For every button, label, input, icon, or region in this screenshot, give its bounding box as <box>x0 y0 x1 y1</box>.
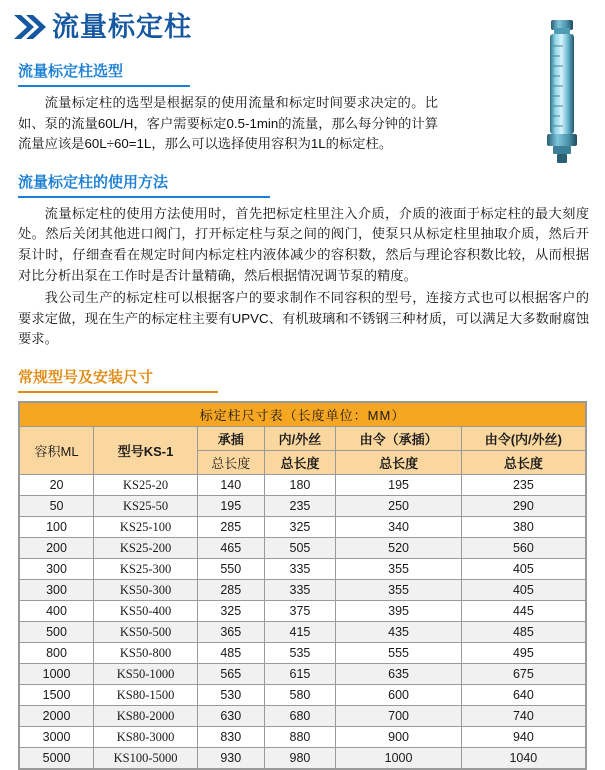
cell-union-thread: 485 <box>461 622 585 643</box>
cell-union-socket: 195 <box>336 475 461 496</box>
cell-thread: 880 <box>264 727 336 748</box>
cell-model: KS80-3000 <box>94 727 198 748</box>
cell-model: KS25-100 <box>94 517 198 538</box>
cell-socket: 550 <box>198 559 264 580</box>
table-row <box>20 643 586 664</box>
table-row <box>20 727 586 748</box>
cell-socket: 365 <box>198 622 264 643</box>
table-row <box>20 664 586 685</box>
cell-model: KS80-2000 <box>94 706 198 727</box>
spec-table <box>19 402 586 769</box>
cell-union-thread: 405 <box>461 580 585 601</box>
table-row <box>20 622 586 643</box>
product-image <box>533 18 591 166</box>
table-row <box>20 580 586 601</box>
cell-thread: 680 <box>264 706 336 727</box>
cell-union-socket: 600 <box>336 685 461 706</box>
cell-socket: 485 <box>198 643 264 664</box>
cell-volume: 50 <box>20 496 94 517</box>
cell-model: KS50-800 <box>94 643 198 664</box>
cell-union-thread: 940 <box>461 727 585 748</box>
table-group-header-row <box>20 427 586 451</box>
cell-model: KS50-300 <box>94 580 198 601</box>
spec-table-wrapper <box>18 401 587 770</box>
cell-volume: 2000 <box>20 706 94 727</box>
cell-socket: 325 <box>198 601 264 622</box>
section-title-specs: 常规型号及安装尺寸 <box>18 369 154 387</box>
table-caption: 标定柱尺寸表（长度单位：MM） <box>20 403 586 427</box>
cell-model: KS25-50 <box>94 496 198 517</box>
cell-thread: 580 <box>264 685 336 706</box>
table-row <box>20 538 586 559</box>
cell-volume: 400 <box>20 601 94 622</box>
cell-union-thread: 445 <box>461 601 585 622</box>
cell-volume: 300 <box>20 559 94 580</box>
table-row <box>20 601 586 622</box>
double-chevron-right-icon <box>12 12 46 42</box>
section-rule-usage <box>18 196 270 198</box>
cell-model: KS25-20 <box>94 475 198 496</box>
cell-union-socket: 355 <box>336 559 461 580</box>
cell-model: KS25-200 <box>94 538 198 559</box>
cell-volume: 800 <box>20 643 94 664</box>
sub-header-total-length: 总长度 <box>336 451 461 475</box>
sub-header-total-length: 总长度 <box>461 451 585 475</box>
col-header-thread: 内/外丝 <box>264 427 336 451</box>
cell-volume: 200 <box>20 538 94 559</box>
paragraph: 我公司生产的标定柱可以根据客户的要求制作不同容积的型号，连接方式也可以根据客户的要求定做，现在生产的标定柱主要有UPVC、有机玻璃和不锈钢三种材质，可以满足大多数耐腐蚀要求。 <box>18 290 589 347</box>
cell-thread: 325 <box>264 517 336 538</box>
cell-model: KS50-500 <box>94 622 198 643</box>
cell-union-thread: 675 <box>461 664 585 685</box>
cell-socket: 530 <box>198 685 264 706</box>
cell-volume: 500 <box>20 622 94 643</box>
cell-thread: 335 <box>264 559 336 580</box>
cell-union-socket: 395 <box>336 601 461 622</box>
cell-thread: 335 <box>264 580 336 601</box>
cell-union-thread: 640 <box>461 685 585 706</box>
cell-thread: 505 <box>264 538 336 559</box>
section-title-usage: 流量标定柱的使用方法 <box>18 173 169 191</box>
cell-socket: 140 <box>198 475 264 496</box>
section-body-selection <box>12 93 442 155</box>
section-rule-specs <box>18 391 218 393</box>
cell-model: KS50-1000 <box>94 664 198 685</box>
col-header-union-socket: 由令（承插） <box>336 427 461 451</box>
cell-volume: 300 <box>20 580 94 601</box>
cell-model: KS100-5000 <box>94 748 198 769</box>
sub-header-total-length: 总长度 <box>198 451 264 475</box>
cell-union-socket: 250 <box>336 496 461 517</box>
cell-union-socket: 635 <box>336 664 461 685</box>
table-row <box>20 685 586 706</box>
cell-volume: 20 <box>20 475 94 496</box>
cell-socket: 930 <box>198 748 264 769</box>
cell-volume: 3000 <box>20 727 94 748</box>
section-body-usage <box>12 204 593 350</box>
cell-union-socket: 435 <box>336 622 461 643</box>
cell-thread: 535 <box>264 643 336 664</box>
cell-volume: 5000 <box>20 748 94 769</box>
page-title: 流量标定柱 <box>52 11 192 42</box>
cell-union-socket: 900 <box>336 727 461 748</box>
cell-model: KS25-300 <box>94 559 198 580</box>
cell-union-thread: 235 <box>461 475 585 496</box>
table-row <box>20 517 586 538</box>
table-row <box>20 559 586 580</box>
paragraph: 流量标定柱的选型是根据泵的使用流量和标定时间要求决定的。比如、泵的流量60L/H，客户需要标定0.5-1min的流量，那么每分钟的计算流量应该是60L÷60=1L，那么可以选择使用容积为1L的标定柱。 <box>18 95 438 152</box>
cell-union-thread: 1040 <box>461 748 585 769</box>
cell-socket: 830 <box>198 727 264 748</box>
cell-union-socket: 355 <box>336 580 461 601</box>
cell-socket: 285 <box>198 517 264 538</box>
cell-socket: 285 <box>198 580 264 601</box>
col-header-model: 型号KS-1 <box>94 427 198 475</box>
cell-volume: 100 <box>20 517 94 538</box>
cell-thread: 180 <box>264 475 336 496</box>
cell-model: KS50-400 <box>94 601 198 622</box>
cell-union-thread: 740 <box>461 706 585 727</box>
cell-union-socket: 1000 <box>336 748 461 769</box>
cell-union-socket: 700 <box>336 706 461 727</box>
cell-thread: 235 <box>264 496 336 517</box>
table-row <box>20 748 586 769</box>
sub-header-total-length: 总长度 <box>264 451 336 475</box>
cell-union-socket: 340 <box>336 517 461 538</box>
col-header-volume: 容积ML <box>20 427 94 475</box>
cell-model: KS80-1500 <box>94 685 198 706</box>
cell-union-thread: 380 <box>461 517 585 538</box>
cell-socket: 565 <box>198 664 264 685</box>
cell-volume: 1500 <box>20 685 94 706</box>
cell-union-thread: 560 <box>461 538 585 559</box>
cell-thread: 980 <box>264 748 336 769</box>
col-header-socket: 承插 <box>198 427 264 451</box>
paragraph: 流量标定柱的使用方法使用时，首先把标定柱里注入介质，介质的液面于标定柱的最大刻度处。然后关闭其他进口阀门，打开标定柱与泵之间的阀门，使泵只从标定柱里抽取介质，然后开泵计时，仔细查看在规定时间内标定柱内液体减少的容积数，然后与理论容积数比较，从而根据对比分析出泵在工作时是否计量精确，然后根据情况调节泵的精度。 <box>18 205 589 283</box>
cell-union-socket: 555 <box>336 643 461 664</box>
col-header-union-thread: 由令(内/外丝) <box>461 427 585 451</box>
cell-thread: 415 <box>264 622 336 643</box>
cell-socket: 630 <box>198 706 264 727</box>
cell-thread: 615 <box>264 664 336 685</box>
page-header <box>12 0 593 44</box>
table-row <box>20 496 586 517</box>
table-row <box>20 706 586 727</box>
table-caption-row <box>20 403 586 427</box>
cell-volume: 1000 <box>20 664 94 685</box>
cell-union-thread: 405 <box>461 559 585 580</box>
cell-union-socket: 520 <box>336 538 461 559</box>
section-title-selection: 流量标定柱选型 <box>18 63 124 80</box>
cell-thread: 375 <box>264 601 336 622</box>
cell-socket: 195 <box>198 496 264 517</box>
cell-union-thread: 495 <box>461 643 585 664</box>
section-rule-selection <box>18 85 190 87</box>
cell-socket: 465 <box>198 538 264 559</box>
table-row <box>20 475 586 496</box>
cell-union-thread: 290 <box>461 496 585 517</box>
